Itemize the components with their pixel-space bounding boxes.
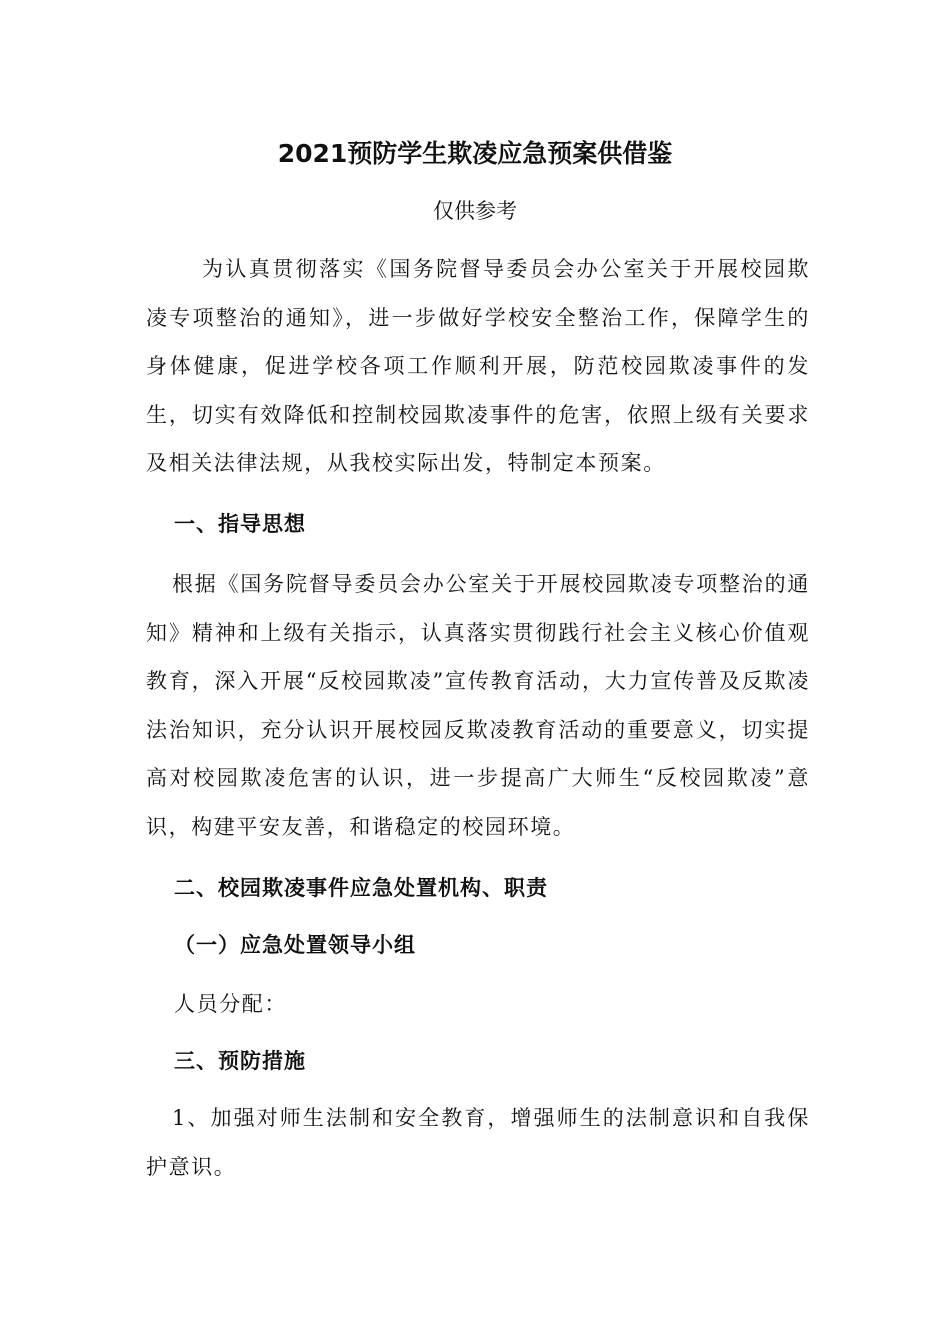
section-heading-guiding-thought: 一、指导思想	[174, 512, 306, 536]
intro-paragraph: 为认真贯彻落实《国务院督导委员会办公室关于开展校园欺凌专项整治的通知》，进一步做好学校安全整治工作，保障学生的身体健康，促进学校各项工作顺利开展，防范校园欺凌事件的发生，切实有效降低和控制校园欺凌事件的危害，依照上级有关要求及相关法律法规，从我校实际出发，特制定本预案。	[146, 257, 810, 475]
section-heading-prevention-measures: 三、预防措施	[174, 1049, 306, 1073]
document-subtitle: 仅供参考	[433, 199, 517, 223]
document-title: 2021预防学生欺凌应急预案供借鉴	[277, 139, 673, 168]
staff-allocation-label: 人员分配：	[174, 992, 287, 1016]
subsection-heading-leadership-group: （一）应急处置领导小组	[174, 933, 416, 957]
prevention-item-1: 1、加强对师生法制和安全教育，增强师生的法制意识和自我保护意识。	[146, 1106, 810, 1179]
guiding-thought-paragraph: 根据《国务院督导委员会办公室关于开展校园欺凌专项整治的通知》精神和上级有关指示，认真落实贯彻践行社会主义核心价值观教育，深入开展“反校园欺凌”宣传教育活动，大力宣传普及反欺凌法治知识，充分认识开展校园反欺凌教育活动的重要意义，切实提高对校园欺凌危害的认识，进一步提高广大师生“反校园欺凌”意识，构建平安友善，和谐稳定的校园环境。	[146, 572, 810, 839]
section-heading-emergency-organization: 二、校园欺凌事件应急处置机构、职责	[174, 876, 548, 900]
